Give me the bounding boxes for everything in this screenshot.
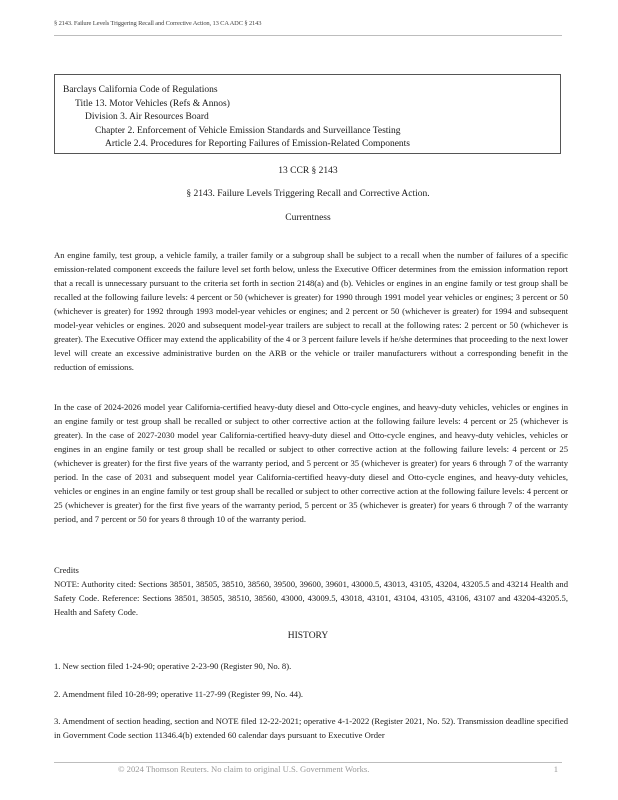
hierarchy-division-link[interactable]: Division 3. Air Resources Board bbox=[85, 112, 209, 123]
currentness-link[interactable]: Currentness bbox=[285, 213, 331, 223]
section-heading: § 2143. Failure Levels Triggering Recall and Corrective Action. bbox=[186, 189, 430, 199]
history-heading: HISTORY bbox=[287, 631, 329, 641]
body-paragraph-1: An engine family, test group, a vehicle family, a trailer family or a subgroup shall be subject to a recall when the number of failures of a specific emission-related component exceeds the failure level set forth below, unless the Executive Officer determines from the emission information report that a recall is unnecessary pursuant to the criteria set forth in section 2148(a) and (b). Vehicles or engines in an engine family or test group shall be recalled at the following failure levels: 4 percent or 50 (whichever is greater) for 1990 through 1991 model year vehicles or engines; 3 percent or 50 (whichever is greater) for 1992 through 1993 model-year vehicles or engines; and 2 percent or 50 (whichever is greater) for 1994 and subsequent model-year vehicles or engines. 2020 and subsequent model-year trailers are subject to recall at the following rates: 2 percent or 50 (whichever is greater). The Executive Officer may extend the applicability of the 4 or 3 percent failure levels if he/she determines that proceeding to the next lower level will create an excessive administrative burden on the ARB or the vehicle or trailer manufacturers without a corresponding benefit in the reduction of emissions. bbox=[54, 250, 568, 372]
credits-note: NOTE: Authority cited: Sections 38501, 38505, 38510, 38560, 39500, 39600, 39601, 43000.5, 43013, 43105, 43204, 43205.5 and 43214 Health and Safety Code. Reference: Sections 38501, 38505, 38510, 38560, 43000, 43009.5, 43018, 43101, 43104, 43105, 43106, 43107 and 43204-43205.5, Health and Safety Code. bbox=[54, 579, 568, 617]
history-item: 1. New section filed 1-24-90; operative 2-23-90 (Register 90, No. 8). bbox=[54, 661, 292, 671]
footer-copyright: © 2024 Thomson Reuters. No claim to original U.S. Government Works. bbox=[118, 764, 370, 774]
page-number: 1 bbox=[553, 764, 558, 774]
header-divider bbox=[54, 35, 562, 36]
hierarchy-article-link[interactable]: Article 2.4. Procedures for Reporting Failures of Emission-Related Components bbox=[105, 139, 410, 150]
body-paragraph-2: In the case of 2024-2026 model year California-certified heavy-duty diesel and Otto-cycle engines, and heavy-duty vehicles, vehicles or engines in an engine family or test group shall be recalled or subject to other corrective action at the following failure levels: 4 percent or 25 (whichever is greater). In the case of 2027-2030 model year California-certified heavy-duty diesel and Otto-cycle engines, and heavy-duty vehicles, vehicles or engines in an engine family or test group shall be recalled or subject to other corrective action at the following failure levels: 4 percent or 25 (whichever is greater) for the first five years of the warranty period, and 5 percent or 35 (whichever is greater) for years 6 through 7 of the warranty period. In the case of 2031 and subsequent model year California-certified heavy-duty diesel and Otto-cycle engines, and heavy-duty vehicles, vehicles or engines in an engine family or test group shall be recalled or subject to other corrective action at the following failure levels: 4 percent or 25 (whichever is greater) for the first five years of the warranty period, 5 percent or 35 (whichever is greater) for years 6 through 7 of the warranty period, and 7 percent or 50 for years 8 through 10 of the warranty period. bbox=[54, 402, 568, 524]
credits-label: Credits bbox=[54, 565, 79, 575]
history-item: 2. Amendment filed 10-28-99; operative 11-27-99 (Register 99, No. 44). bbox=[54, 689, 304, 699]
footer-divider bbox=[54, 762, 562, 763]
hierarchy-chapter-link[interactable]: Chapter 2. Enforcement of Vehicle Emission Standards and Surveillance Testing bbox=[95, 125, 401, 136]
citation: 13 CCR § 2143 bbox=[278, 166, 338, 176]
history-item: 3. Amendment of section heading, section and NOTE filed 12-22-2021; operative 4-1-2022 (Register 2021, No. 52). Transmission deadline specified in Government Code section 11346.4(b) extended 60 calendar days pursuant to Executive Order bbox=[54, 716, 568, 740]
hierarchy-box bbox=[54, 74, 561, 154]
running-head: § 2143. Failure Levels Triggering Recall and Corrective Action, 13 CA ADC § 2143 bbox=[54, 20, 262, 27]
hierarchy-publisher: Barclays California Code of Regulations bbox=[63, 85, 218, 95]
hierarchy-title-link[interactable]: Title 13. Motor Vehicles (Refs & Annos) bbox=[75, 98, 230, 109]
